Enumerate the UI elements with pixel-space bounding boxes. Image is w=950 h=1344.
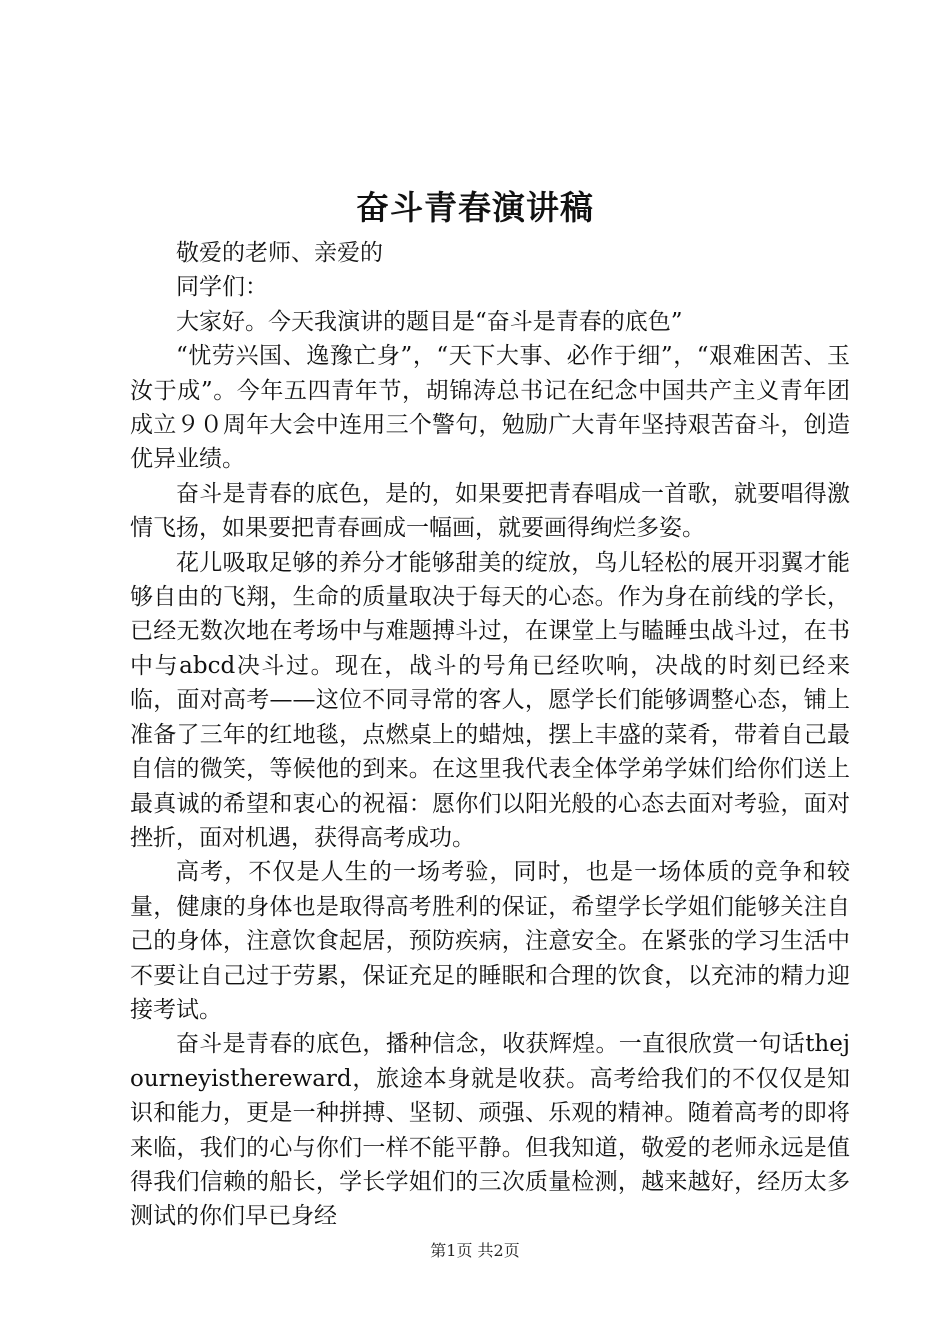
paragraph-salutation-continued: 同学们： bbox=[176, 274, 268, 301]
page-number-footer: 第1页 共2页 bbox=[430, 1241, 520, 1260]
paragraph: “忧劳兴国、逸豫亡身”，“天下大事、必作于细”，“艰难困苦、玉汝于成”。今年五四青年节，胡锦涛总书记在纪念中国共产主义青年团成立９０周年大会中连用三个警句，勉励广大青年坚持艰苦奋斗，创造优异业绩。 bbox=[130, 343, 850, 473]
paragraph: 奋斗是青春的底色，播种信念，收获辉煌。一直很欣赏一句话thejourneyisthereward，旅途本身就是收获。高考给我们的不仅仅是知识和能力，更是一种拼搏、坚韧、顽强、乐观的精神。随着高考的即将来临，我们的心与你们一样不能平静。但我知道，敬爱的老师永远是值得我们信赖的船长，学长学姐们的三次质量检测，越来越好，经历太多测试的你们早已身经 bbox=[130, 1031, 850, 1230]
paragraph: 高考，不仅是人生的一场考验，同时，也是一场体质的竞争和较量，健康的身体也是取得高考胜利的保证，希望学长学姐们能够关注自己的身体，注意饮食起居，预防疾病，注意安全。在紧张的学习生活中不要让自己过于劳累，保证充足的睡眠和合理的饮食，以充沛的精力迎接考试。 bbox=[130, 859, 850, 1023]
paragraph-greeting: 大家好。今天我演讲的题目是“奋斗是青春的底色” bbox=[176, 308, 683, 335]
paragraph-salutation: 敬爱的老师、亲爱的 bbox=[176, 240, 383, 266]
paragraph: 奋斗是青春的底色，是的，如果要把青春唱成一首歌，就要唱得激情飞扬，如果要把青春画成一幅画，就要画得绚烂多姿。 bbox=[130, 480, 850, 542]
document-body bbox=[130, 236, 850, 1234]
paragraph: 花儿吸取足够的养分才能够甜美的绽放，鸟儿轻松的展开羽翼才能够自由的飞翔，生命的质量取决于每天的心态。作为身在前线的学长，已经无数次地在考场中与难题搏斗过，在课堂上与瞌睡虫战斗过，在书中与abcd决斗过。现在，战斗的号角已经吹响，决战的时刻已经来临，面对高考——这位不同寻常的客人，愿学长们能够调整心态，铺上准备了三年的红地毯，点燃桌上的蜡烛，摆上丰盛的菜肴，带着自己最自信的微笑，等候他的到来。在这里我代表全体学弟学妹们给你们送上最真诚的希望和衷心的祝福：愿你们以阳光般的心态去面对考验，面对挫折，面对机遇，获得高考成功。 bbox=[130, 549, 850, 851]
document-title: 奋斗青春演讲稿 bbox=[356, 188, 594, 227]
